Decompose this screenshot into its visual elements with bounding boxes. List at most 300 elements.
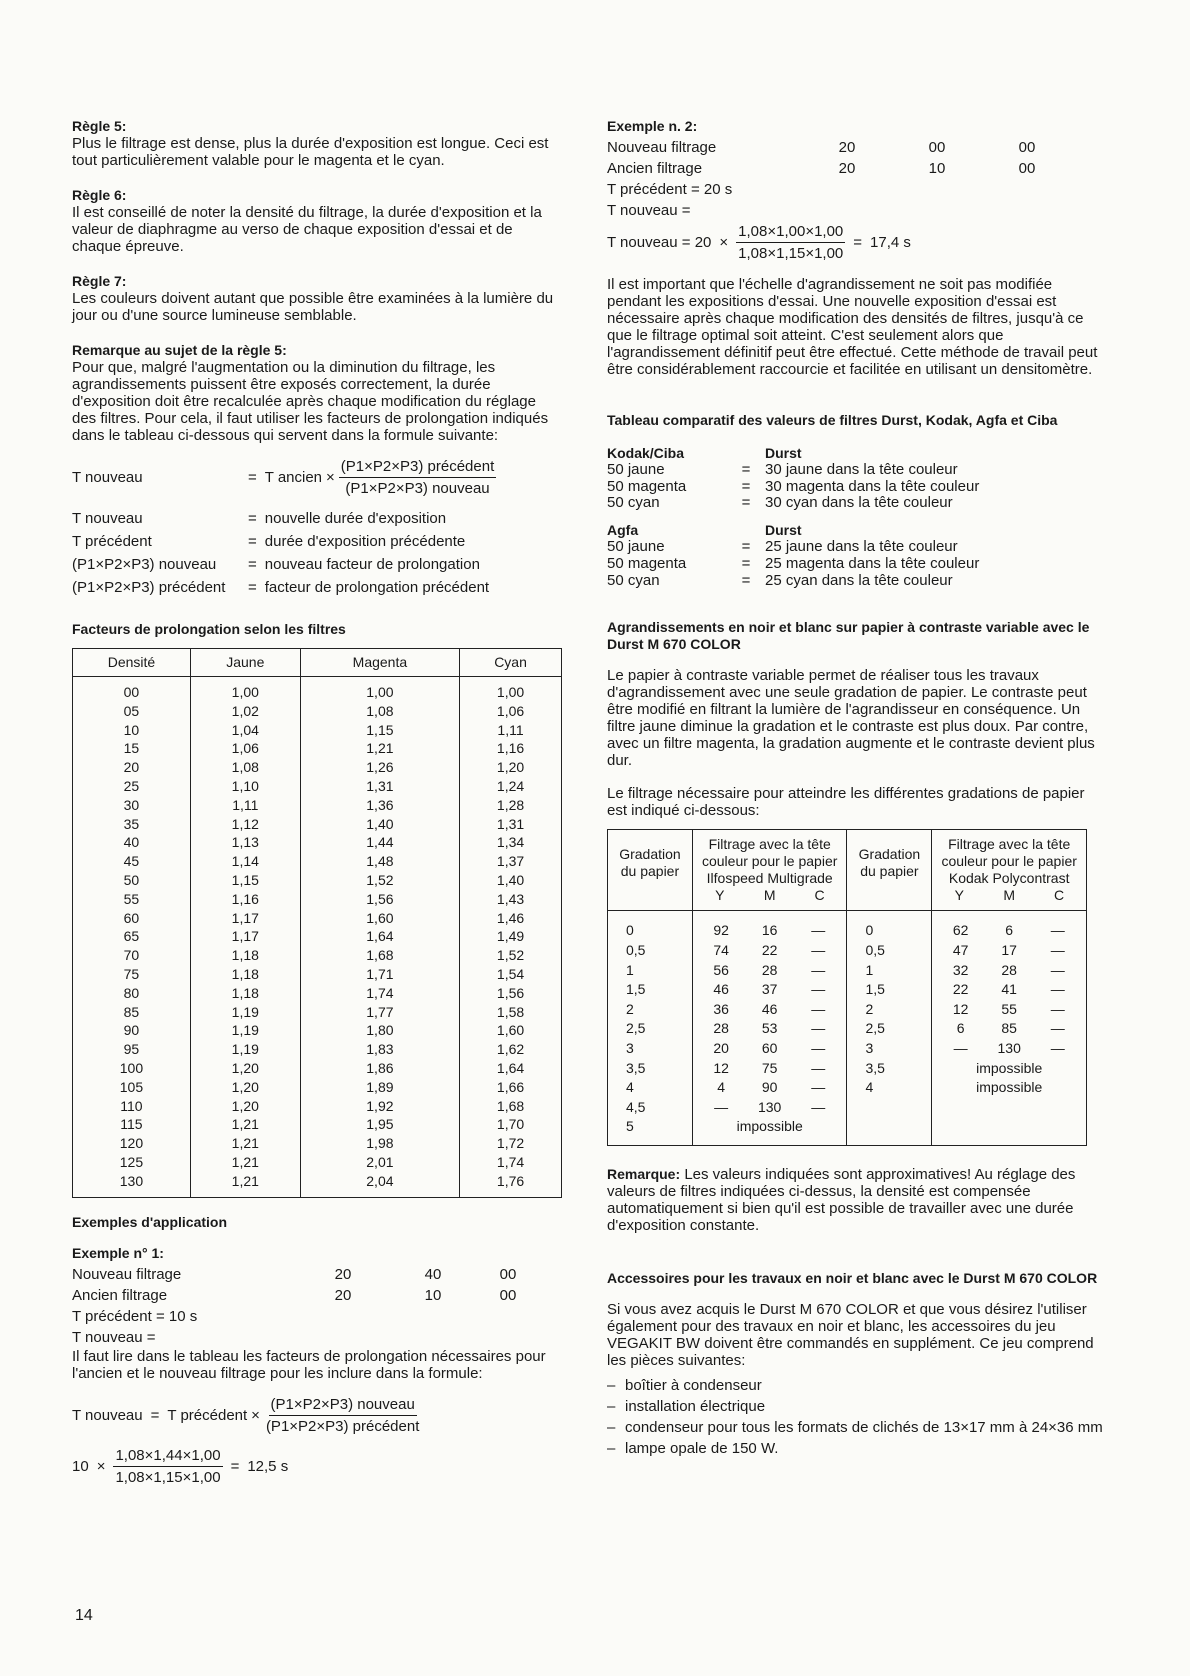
- densite-cell: 00: [73, 677, 191, 702]
- y-value: 47: [952, 941, 969, 958]
- definition-eq: =: [248, 556, 257, 573]
- c-value: —: [1050, 981, 1065, 998]
- formula-lhs: T nouveau: [72, 469, 143, 486]
- kodak-filtrage: [932, 1098, 1087, 1118]
- jaune-cell: 1,15: [190, 871, 300, 890]
- ex2-calc-numerator: 1,08×1,00×1,00: [736, 223, 845, 243]
- remarque-label: Remarque:: [607, 1165, 681, 1182]
- jaune-cell: 1,14: [190, 852, 300, 871]
- ilford-filtrage: [692, 1117, 847, 1145]
- table-row: [73, 1059, 562, 1078]
- noir-blanc-title: Agrandissements en noir et blanc sur papier à contraste variable avec le Durst M 670 COLOR: [607, 619, 1090, 653]
- accessoires-list: [607, 1375, 1107, 1459]
- comparatif-eq: =: [741, 537, 751, 555]
- ex1-formula-numerator: (P1×P2×P3) nouveau: [269, 1396, 417, 1416]
- factors-header-cell: Magenta: [300, 649, 459, 677]
- definition-text: nouvelle durée d'exposition: [264, 510, 447, 527]
- table-row: [608, 1019, 1087, 1039]
- regle-6: [72, 187, 562, 255]
- list-item: – installation électrique: [607, 1396, 1107, 1417]
- right-column: [607, 118, 1107, 1459]
- para-echelle: Il est important que l'échelle d'agrandissement ne soit pas modifiée pendant les expositions d'essai. Une nouvelle exposition d'essai est nécessaire après chaque modification des densités de filtres, jusqu'à ce que le filtrage optimal soit atteint. C'est seulement alors que l'agrandissement définitif peut être effectué. Cette méthode de travail peut être considérablement raccourcie et facilitée en utilisant un densitomètre.: [607, 276, 1098, 378]
- m-value: 37: [761, 981, 778, 998]
- gradation-header-2: [847, 830, 932, 911]
- cyan-cell: 1,72: [460, 1134, 562, 1153]
- comparatif-left: 50 cyan: [607, 571, 660, 589]
- ilford-c-header: C: [814, 887, 825, 904]
- comparatif-eq: =: [741, 571, 751, 589]
- ex1-calc-denominator: 1,08×1,15×1,00: [115, 1468, 221, 1486]
- factors-header-cell: Jaune: [190, 649, 300, 677]
- jaune-cell: 1,18: [190, 946, 300, 965]
- cyan-cell: 1,24: [460, 777, 562, 796]
- m-value: 17: [1001, 941, 1017, 958]
- m-value: 75: [761, 1059, 778, 1076]
- comparatif-group: [607, 445, 1107, 512]
- densite-cell: 75: [73, 965, 191, 984]
- regle-5-title: Règle 5:: [72, 118, 127, 134]
- kodak-gradation: 2,5: [847, 1019, 932, 1039]
- comparatif-right: 25 magenta dans la tête couleur: [765, 554, 980, 572]
- jaune-cell: 1,00: [190, 677, 300, 702]
- kodak-gradation: 1: [847, 961, 932, 981]
- accessoires-text: Si vous avez acquis le Durst M 670 COLOR et que vous désirez l'utiliser également pour des travaux en noir et blanc, les accessoires du jeu VEGAKIT BW doivent être commandés en supplément. Ce jeu comprend les pièces suivantes:: [607, 1300, 1094, 1369]
- kodak-filtrage: [932, 980, 1087, 1000]
- table-row: [73, 946, 562, 965]
- regle-6-title: Règle 6:: [72, 187, 127, 203]
- magenta-cell: 1,89: [300, 1078, 459, 1097]
- exemple-1: [72, 1245, 562, 1486]
- regle-7-text: Les couleurs doivent autant que possible être examinées à la lumière du jour ou d'une source lumineuse semblable.: [72, 290, 554, 324]
- kodak-gradation: 3: [847, 1039, 932, 1059]
- densite-cell: 55: [73, 890, 191, 909]
- formula-fraction: [339, 458, 496, 497]
- ilford-filtrage: [692, 941, 847, 961]
- exemple-2-t-precedent: T précédent = 20 s: [607, 181, 733, 198]
- magenta-cell: 1,36: [300, 796, 459, 815]
- ex1-calc-eq: =: [230, 1457, 240, 1475]
- table-row: [608, 1098, 1087, 1118]
- filtrage-label: Nouveau filtrage: [607, 139, 717, 156]
- m-value: 60: [761, 1039, 778, 1056]
- accessoires-title: Accessoires pour les travaux en noir et blanc avec le Durst M 670 COLOR: [607, 1269, 1098, 1286]
- magenta-cell: 1,71: [300, 965, 459, 984]
- exemple-1-t-nouveau: T nouveau =: [72, 1328, 156, 1346]
- magenta-cell: 1,98: [300, 1134, 459, 1153]
- ilford-gradation: 5: [608, 1117, 693, 1145]
- list-item: – condenseur pour tous les formats de clichés de 13×17 mm à 24×36 mm: [607, 1417, 1107, 1438]
- comparatif-title: Tableau comparatif des valeurs de filtres Durst, Kodak, Agfa et Ciba: [607, 412, 1058, 428]
- comparatif-group: [607, 522, 1107, 589]
- c-value: —: [1050, 1039, 1065, 1056]
- table-row: [73, 1003, 562, 1022]
- table-row: [73, 1153, 562, 1172]
- filter-values: [697, 1078, 843, 1098]
- cyan-cell: 1,66: [460, 1078, 562, 1097]
- m-value: 53: [761, 1020, 778, 1037]
- cyan-cell: 1,49: [460, 927, 562, 946]
- filter-values: [697, 980, 843, 1000]
- densite-cell: 85: [73, 1003, 191, 1022]
- ex2-calc-eq: =: [853, 234, 863, 251]
- table-row: [608, 1059, 1087, 1079]
- filter-values: [697, 961, 843, 981]
- formula-eq: =: [248, 469, 257, 486]
- magenta-cell: 1,40: [300, 815, 459, 834]
- ex2-calc-fraction: [736, 223, 845, 262]
- cyan-cell: 1,54: [460, 965, 562, 984]
- comparatif-right: 25 jaune dans la tête couleur: [765, 537, 958, 555]
- kodak-y-header: Y: [954, 887, 964, 904]
- y-value: —: [953, 1039, 968, 1056]
- filter-values: [697, 1019, 843, 1039]
- formula-numerator: (P1×P2×P3) précédent: [339, 458, 496, 478]
- jaune-cell: 1,06: [190, 739, 300, 758]
- m-value: 46: [761, 1000, 778, 1017]
- m-value: 90: [761, 1079, 778, 1096]
- impossible-label: impossible: [976, 1059, 1043, 1076]
- ex1-calc-numerator: 1,08×1,44×1,00: [113, 1447, 222, 1467]
- ilford-filtrage: [692, 1059, 847, 1079]
- filtrage-value-c: 00: [499, 1265, 517, 1283]
- comparatif-right: 30 cyan dans la tête couleur: [765, 494, 953, 512]
- kodak-filtrage: [932, 1039, 1087, 1059]
- y-value: 12: [713, 1059, 729, 1076]
- cyan-cell: 1,43: [460, 890, 562, 909]
- ilford-filtrage: [692, 1078, 847, 1098]
- cyan-cell: 1,11: [460, 721, 562, 740]
- ex1-formula-times: ×: [251, 1406, 260, 1424]
- kodak-gradation: 4: [847, 1078, 932, 1098]
- cyan-cell: 1,31: [460, 815, 562, 834]
- filtrage-value-m: 10: [928, 160, 946, 177]
- densite-cell: 50: [73, 871, 191, 890]
- densite-cell: 70: [73, 946, 191, 965]
- exemple-1-title: Exemple n° 1:: [72, 1244, 164, 1261]
- filtrage-value-y: 20: [838, 139, 856, 156]
- filter-values: [697, 1098, 843, 1118]
- exemple-2-t-nouveau: T nouveau =: [607, 202, 691, 219]
- table-row: [608, 980, 1087, 1000]
- definition-text: durée d'exposition précédente: [264, 533, 466, 550]
- ex1-formula-eq: =: [150, 1406, 160, 1424]
- definition-row: [72, 576, 489, 599]
- filtrage-value-y: 20: [838, 160, 856, 177]
- densite-cell: 60: [73, 909, 191, 928]
- densite-cell: 95: [73, 1040, 191, 1059]
- y-value: 4: [717, 1079, 726, 1096]
- ex2-calc-denominator: 1,08×1,15×1,00: [738, 245, 844, 262]
- exemple-1-formula: [72, 1396, 562, 1435]
- cyan-cell: 1,68: [460, 1097, 562, 1116]
- filter-values: [936, 1000, 1082, 1020]
- cyan-cell: 1,60: [460, 1021, 562, 1040]
- ilford-header-label: Filtrage avec la tête couleur pour le papier Ilfospeed Multigrade: [701, 836, 838, 887]
- jaune-cell: 1,21: [190, 1153, 300, 1172]
- table-row: [608, 1078, 1087, 1098]
- table-row: [73, 965, 562, 984]
- cyan-cell: 1,62: [460, 1040, 562, 1059]
- magenta-cell: 1,21: [300, 739, 459, 758]
- filter-values: [936, 1019, 1082, 1039]
- table-row: [73, 1040, 562, 1059]
- magenta-cell: 1,00: [300, 677, 459, 702]
- ilford-gradation: 3: [608, 1039, 693, 1059]
- jaune-cell: 1,18: [190, 984, 300, 1003]
- filtrage-value-m: 10: [424, 1286, 442, 1304]
- m-value: 22: [761, 941, 778, 958]
- y-value: 36: [713, 1000, 729, 1017]
- ex2-calc-times: ×: [719, 234, 729, 251]
- factors-table: [72, 648, 562, 1198]
- densite-cell: 90: [73, 1021, 191, 1040]
- jaune-cell: 1,13: [190, 833, 300, 852]
- table-row: [73, 1172, 562, 1197]
- table-row: [73, 677, 562, 702]
- table-row: [73, 721, 562, 740]
- cyan-cell: 1,06: [460, 702, 562, 721]
- c-value: —: [1050, 941, 1065, 958]
- filtrage-value-c: 00: [499, 1286, 517, 1304]
- y-value: —: [714, 1098, 729, 1115]
- filter-values: [697, 1000, 843, 1020]
- comparatif-right: 30 jaune dans la tête couleur: [765, 460, 958, 478]
- y-value: 6: [956, 1020, 965, 1037]
- comparatif-left: 50 jaune: [607, 460, 665, 478]
- c-value: —: [811, 1079, 826, 1096]
- ilford-gradation: 0: [608, 911, 693, 941]
- m-value: 85: [1001, 1020, 1017, 1037]
- densite-cell: 45: [73, 852, 191, 871]
- gradation-header-1: [608, 830, 693, 911]
- m-value: 28: [761, 961, 778, 978]
- ex1-calc-result: 12,5 s: [247, 1457, 289, 1475]
- magenta-cell: 2,01: [300, 1153, 459, 1172]
- ex1-calc-fraction: [113, 1447, 222, 1486]
- magenta-cell: 1,68: [300, 946, 459, 965]
- magenta-cell: 1,86: [300, 1059, 459, 1078]
- c-value: —: [1050, 961, 1065, 978]
- table-row: [73, 1097, 562, 1116]
- jaune-cell: 1,19: [190, 1021, 300, 1040]
- comparatif-head-left: Kodak/Ciba: [607, 445, 685, 461]
- page-number: 14: [75, 1607, 93, 1624]
- kodak-gradation: 0,5: [847, 941, 932, 961]
- ilford-y-header: Y: [715, 887, 725, 904]
- y-value: 32: [952, 961, 969, 978]
- jaune-cell: 1,20: [190, 1097, 300, 1116]
- magenta-cell: 1,15: [300, 721, 459, 740]
- densite-cell: 110: [73, 1097, 191, 1116]
- comparatif-eq: =: [741, 494, 751, 512]
- densite-cell: 20: [73, 758, 191, 777]
- filtrage-value-c: 00: [1018, 139, 1036, 156]
- y-value: 46: [713, 981, 729, 998]
- list-item: – boîtier à condenseur: [607, 1375, 1107, 1396]
- table-row: [73, 984, 562, 1003]
- jaune-cell: 1,17: [190, 927, 300, 946]
- ex2-calc-result: 17,4 s: [870, 234, 911, 251]
- y-value: 12: [952, 1000, 969, 1017]
- table-row: [608, 1117, 1087, 1145]
- cyan-cell: 1,20: [460, 758, 562, 777]
- jaune-cell: 1,08: [190, 758, 300, 777]
- definition-row: [72, 530, 489, 553]
- table-row: [608, 1039, 1087, 1059]
- densite-cell: 120: [73, 1134, 191, 1153]
- filter-values: [936, 921, 1082, 941]
- densite-cell: 125: [73, 1153, 191, 1172]
- magenta-cell: 1,83: [300, 1040, 459, 1059]
- cyan-cell: 1,16: [460, 739, 562, 758]
- kodak-ymc-header: [934, 887, 1084, 904]
- exemple-2-title: Exemple n. 2:: [607, 118, 698, 134]
- filter-values: [936, 961, 1082, 981]
- filtrage-value-y: 20: [334, 1286, 352, 1304]
- magenta-cell: 1,48: [300, 852, 459, 871]
- table-row: [73, 815, 562, 834]
- magenta-cell: 1,77: [300, 1003, 459, 1022]
- filtrage-label: Ancien filtrage: [607, 160, 703, 177]
- m-value: 55: [1001, 1000, 1017, 1017]
- comparatif-left: 50 magenta: [607, 477, 687, 495]
- m-value: 16: [761, 922, 778, 939]
- formula-definitions: [72, 507, 489, 599]
- table-row: [608, 911, 1087, 941]
- densite-cell: 25: [73, 777, 191, 796]
- filtrage-value-y: 20: [334, 1265, 352, 1283]
- impossible-label: impossible: [976, 1079, 1043, 1096]
- jaune-cell: 1,11: [190, 796, 300, 815]
- table-row: [73, 890, 562, 909]
- factors-header-cell: Cyan: [460, 649, 562, 677]
- kodak-header: [932, 830, 1087, 911]
- c-value: —: [1050, 1000, 1065, 1017]
- c-value: —: [811, 922, 826, 939]
- ilford-filtrage: [692, 1019, 847, 1039]
- definition-eq: =: [248, 510, 257, 527]
- gradation-header-2-label: Gradation du papier: [858, 846, 921, 880]
- remarque-text: Les valeurs indiquées sont approximatives! Au réglage des valeurs de filtres indiquées ci-dessus, la densité est compensée automatiquement si bien qu'il est possible de travailler avec une durée d'exposition constante.: [607, 1165, 1076, 1234]
- y-value: 28: [713, 1020, 729, 1037]
- ilford-gradation: 2: [608, 1000, 693, 1020]
- cyan-cell: 1,34: [460, 833, 562, 852]
- filtrage-label: Nouveau filtrage: [72, 1265, 182, 1283]
- regle-6-text: Il est conseillé de noter la densité du filtrage, la durée d'exposition et la valeur de diaphragme au verso de chaque exposition d'essai et de chaque épreuve.: [72, 204, 542, 255]
- ex1-formula-lhs: T nouveau: [72, 1406, 143, 1424]
- c-value: —: [811, 1059, 826, 1076]
- filter-values: [936, 941, 1082, 961]
- cyan-cell: 1,52: [460, 946, 562, 965]
- cyan-cell: 1,00: [460, 677, 562, 702]
- kodak-filtrage: [932, 1019, 1087, 1039]
- cyan-cell: 1,46: [460, 909, 562, 928]
- definition-text: nouveau facteur de prolongation: [264, 556, 480, 573]
- jaune-cell: 1,21: [190, 1115, 300, 1134]
- densite-cell: 130: [73, 1172, 191, 1197]
- ex1-calc-lhs: 10: [72, 1457, 89, 1475]
- jaune-cell: 1,16: [190, 890, 300, 909]
- kodak-filtrage: [932, 1000, 1087, 1020]
- c-value: —: [811, 981, 826, 998]
- table-row: [73, 758, 562, 777]
- y-value: 56: [713, 961, 729, 978]
- magenta-cell: 1,44: [300, 833, 459, 852]
- formula-times: ×: [326, 469, 335, 486]
- filter-values: [936, 1039, 1082, 1059]
- ilford-filtrage: [692, 911, 847, 941]
- jaune-cell: 1,20: [190, 1059, 300, 1078]
- ilford-filtrage: [692, 980, 847, 1000]
- cyan-cell: 1,58: [460, 1003, 562, 1022]
- comparatif-head-spacer: [727, 445, 765, 462]
- jaune-cell: 1,17: [190, 909, 300, 928]
- densite-cell: 15: [73, 739, 191, 758]
- kodak-filtrage: [932, 1078, 1087, 1098]
- ilford-header: [692, 830, 847, 911]
- jaune-cell: 1,21: [190, 1172, 300, 1197]
- comparatif-head-spacer: [727, 522, 765, 539]
- main-formula: [72, 458, 562, 497]
- densite-cell: 65: [73, 927, 191, 946]
- ilford-filtrage: [692, 961, 847, 981]
- densite-cell: 80: [73, 984, 191, 1003]
- c-value: —: [811, 1020, 826, 1037]
- m-value: 41: [1001, 981, 1017, 998]
- kodak-gradation: [847, 1117, 932, 1145]
- filter-values: [936, 980, 1082, 1000]
- densite-cell: 05: [73, 702, 191, 721]
- c-value: —: [1050, 922, 1065, 939]
- m-value: 130: [757, 1098, 782, 1115]
- table-row: [73, 1134, 562, 1153]
- ilford-filtrage: [692, 1098, 847, 1118]
- ilford-gradation: 0,5: [608, 941, 693, 961]
- table-row: [608, 1000, 1087, 1020]
- table-row: [73, 833, 562, 852]
- jaune-cell: 1,12: [190, 815, 300, 834]
- gradation-header-1-label: Gradation du papier: [619, 846, 681, 880]
- filtrage-value-m: 40: [424, 1265, 442, 1283]
- c-value: —: [811, 1098, 826, 1115]
- kodak-filtrage: [932, 911, 1087, 941]
- formula-denominator: (P1×P2×P3) nouveau: [345, 480, 490, 497]
- filter-values: [697, 921, 843, 941]
- definition-row: [72, 507, 489, 530]
- y-value: 92: [713, 922, 729, 939]
- table-row: [73, 1078, 562, 1097]
- comparatif-right: 30 magenta dans la tête couleur: [765, 477, 980, 495]
- filtrage-value-c: 00: [1018, 160, 1036, 177]
- definition-eq: =: [248, 579, 257, 596]
- magenta-cell: 1,26: [300, 758, 459, 777]
- table-row: [73, 927, 562, 946]
- regle-7-title: Règle 7:: [72, 273, 127, 289]
- y-value: 20: [713, 1039, 729, 1056]
- regle-5-text: Plus le filtrage est dense, plus la durée d'exposition est longue. Ceci est tout particulièrement valable pour le magenta et le cyan.: [72, 135, 549, 169]
- impossible-label: impossible: [736, 1118, 803, 1135]
- jaune-cell: 1,20: [190, 1078, 300, 1097]
- comparatif-left: 50 cyan: [607, 494, 660, 512]
- ex2-calc-lhs: T nouveau = 20: [607, 234, 712, 251]
- cyan-cell: 1,56: [460, 984, 562, 1003]
- jaune-cell: 1,04: [190, 721, 300, 740]
- kodak-header-label: Filtrage avec la tête couleur pour le papier Kodak Polycontrast: [941, 836, 1077, 887]
- filter-values: [697, 941, 843, 961]
- densite-cell: 100: [73, 1059, 191, 1078]
- ex1-formula-mid: T précédent: [167, 1406, 248, 1424]
- ilford-m-header: M: [763, 887, 776, 904]
